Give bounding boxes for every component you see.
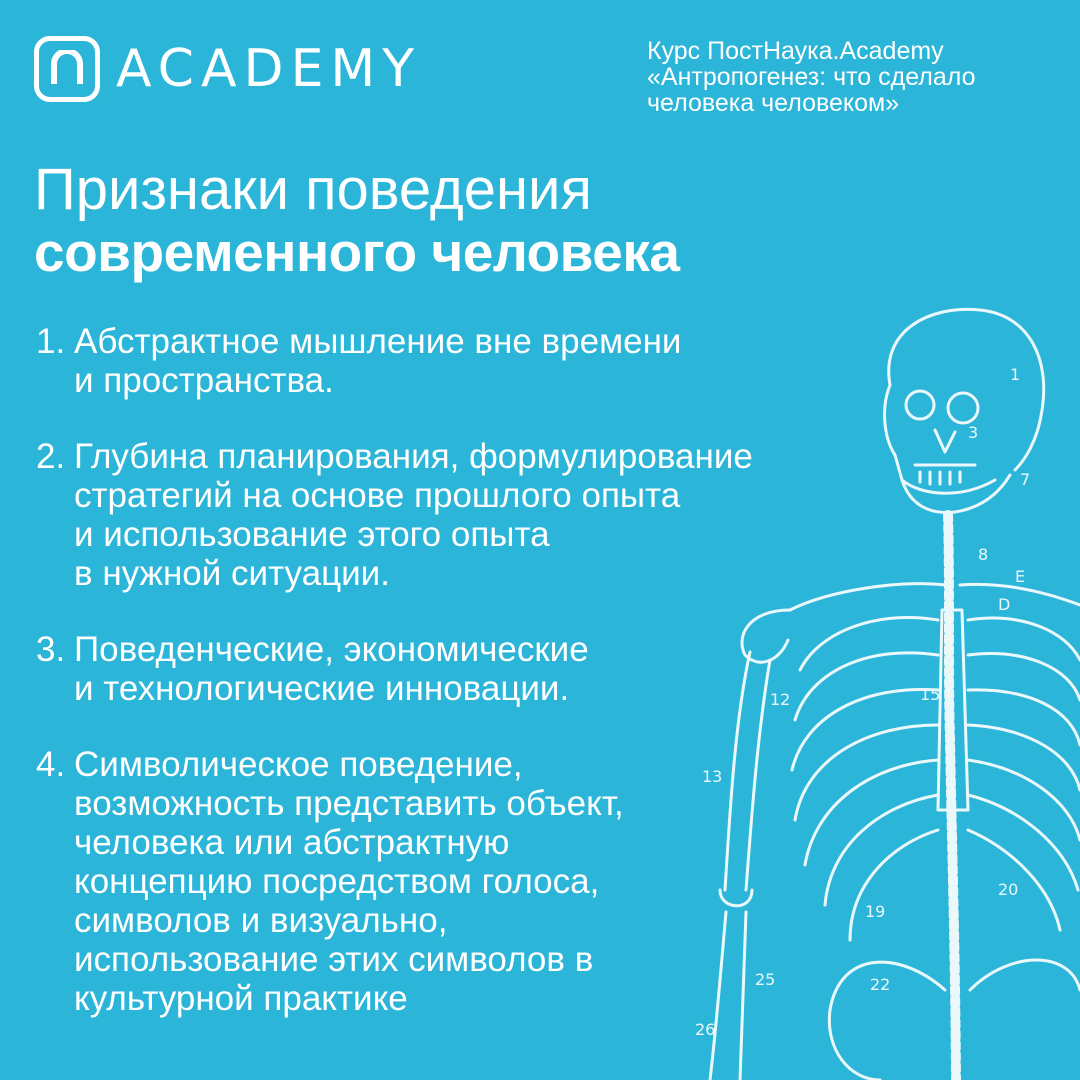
rib bbox=[968, 654, 1080, 700]
list-text bbox=[74, 630, 589, 708]
list-text bbox=[74, 322, 681, 400]
list-line: использование этих символов в bbox=[74, 940, 594, 979]
title-line-1: Признаки поведения bbox=[34, 157, 592, 222]
bone-label: 26 bbox=[695, 1020, 716, 1039]
rib bbox=[968, 725, 1080, 790]
bone-label: 22 bbox=[870, 975, 891, 994]
list-line: возможность представить объект, bbox=[74, 784, 624, 823]
list-number: 3. bbox=[36, 630, 66, 669]
bone-label: 3 bbox=[968, 423, 979, 442]
teeth bbox=[915, 465, 975, 484]
list-line: и пространства. bbox=[74, 361, 334, 400]
bone-label: 7 bbox=[1020, 470, 1031, 489]
list-line: человека или абстрактную bbox=[74, 823, 510, 862]
humerus-left bbox=[725, 652, 770, 890]
list-line: и использование этого опыта bbox=[74, 515, 550, 554]
list-number: 1. bbox=[36, 322, 66, 361]
title-line-2: современного человека bbox=[34, 221, 680, 283]
rib bbox=[825, 795, 938, 905]
brand-logo bbox=[34, 36, 421, 102]
list-number: 4. bbox=[36, 745, 66, 784]
list-line: в нужной ситуации. bbox=[74, 554, 390, 593]
list-line: символов и визуально, bbox=[74, 901, 448, 940]
bone-label: 20 bbox=[998, 880, 1019, 899]
list-number: 2. bbox=[36, 437, 66, 476]
page-title bbox=[34, 158, 1034, 282]
list-line: и технологические инновации. bbox=[74, 669, 570, 708]
list-line: Абстрактное мышление вне времени bbox=[74, 322, 682, 361]
bone-label: 15 bbox=[920, 685, 941, 704]
list-line: культурной практике bbox=[74, 979, 408, 1018]
skeleton-icon bbox=[680, 290, 1080, 1080]
list-line: Символическое поведение, bbox=[74, 745, 523, 784]
eye-socket-left bbox=[906, 391, 934, 419]
rib bbox=[800, 617, 938, 670]
rib bbox=[850, 830, 938, 940]
rib bbox=[968, 795, 1078, 890]
list-line: Глубина планирования, формулирование bbox=[74, 437, 753, 476]
list-line: концепцию посредством голоса, bbox=[74, 862, 600, 901]
rib bbox=[792, 689, 938, 770]
bone-label: 25 bbox=[755, 970, 776, 989]
spine bbox=[948, 515, 956, 1080]
logo-n-glyph bbox=[48, 50, 86, 88]
bone-label: D bbox=[998, 595, 1011, 614]
list-line: Поведенческие, экономические bbox=[74, 630, 589, 669]
elbow-left bbox=[720, 890, 752, 906]
list-text bbox=[74, 745, 624, 1018]
skull-cranium bbox=[889, 309, 1044, 470]
logo-mark-icon bbox=[34, 36, 100, 102]
logo-wordmark: ACADEMY bbox=[116, 39, 422, 99]
bone-label: 1 bbox=[1010, 365, 1021, 384]
list-line: стратегий на основе прошлого опыта bbox=[74, 476, 681, 515]
course-line: человека человеком» bbox=[647, 89, 900, 117]
forearm-left bbox=[710, 912, 746, 1080]
course-caption bbox=[647, 38, 1067, 116]
bone-label: 8 bbox=[978, 545, 989, 564]
clavicle-right bbox=[960, 584, 1080, 605]
nasal-cavity bbox=[935, 430, 955, 452]
rib bbox=[795, 653, 941, 720]
rib bbox=[805, 760, 938, 865]
bone-label: 19 bbox=[865, 902, 886, 921]
course-line: «Антропогенез: что сделало bbox=[647, 63, 976, 91]
pelvis-right bbox=[970, 960, 1080, 990]
list-text bbox=[74, 437, 753, 593]
course-line: Курс ПостНаука.Academy bbox=[647, 37, 944, 65]
clavicle-left bbox=[790, 584, 945, 610]
rib bbox=[795, 725, 938, 820]
bone-label: E bbox=[1015, 567, 1026, 586]
bone-label: 13 bbox=[702, 767, 723, 786]
bone-label: 12 bbox=[770, 690, 791, 709]
eye-socket-right bbox=[948, 393, 978, 423]
